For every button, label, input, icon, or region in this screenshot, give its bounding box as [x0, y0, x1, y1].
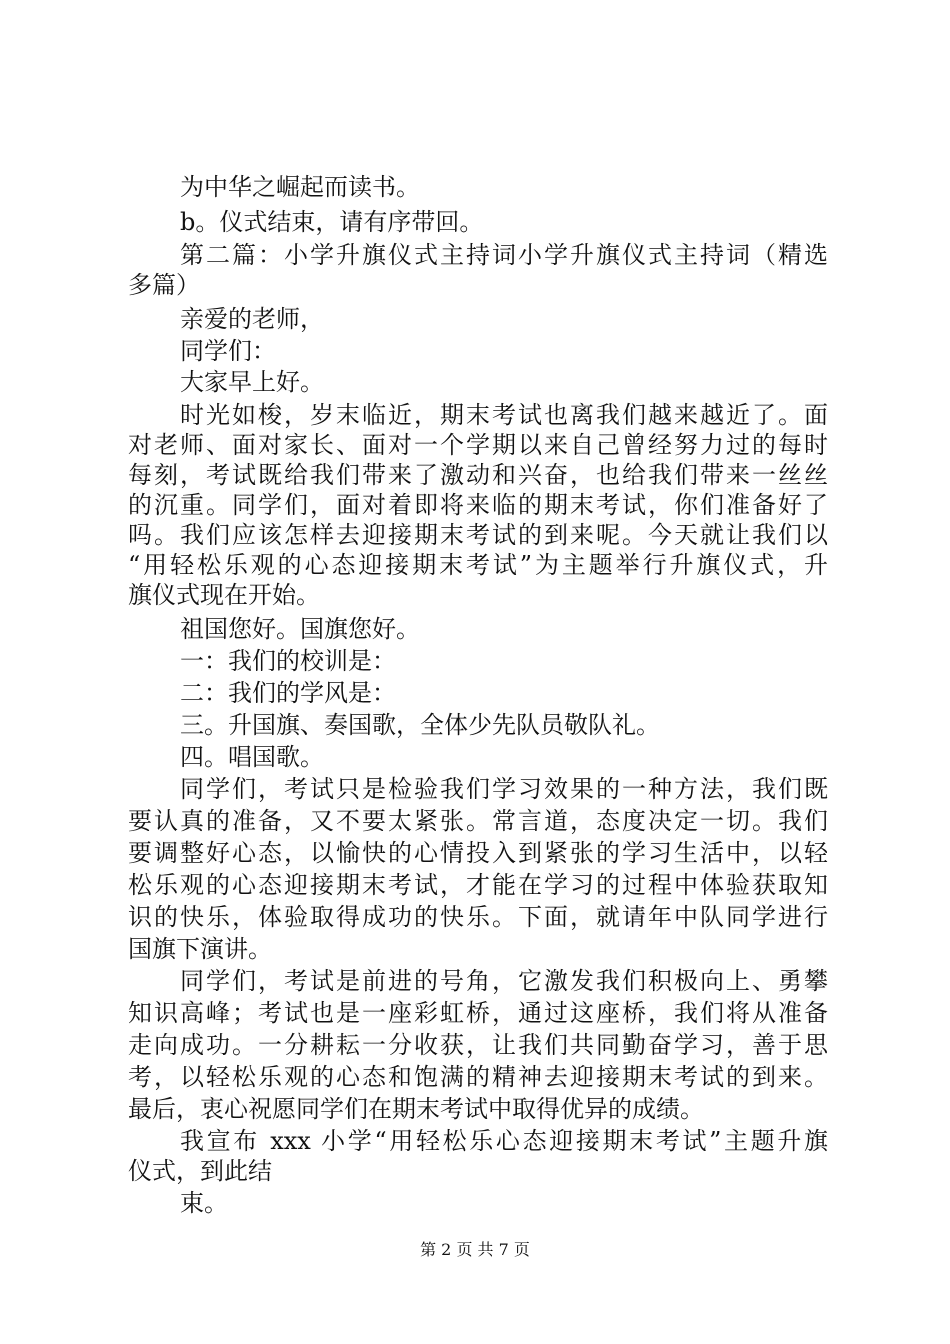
text-line: 一：我们的校训是：	[180, 647, 396, 675]
text-line: 对老师、面对家长、面对一个学期以来自己曾经努力过的每时	[128, 431, 828, 459]
text-line: “用轻松乐观的心态迎接期末考试”为主题举行升旗仪式，升	[128, 551, 828, 579]
text-line: 四。唱国歌。	[180, 743, 324, 771]
text-line: 国旗下演讲。	[128, 935, 272, 963]
text-line: 吗。我们应该怎样去迎接期末考试的到来呢。今天就让我们以	[128, 521, 828, 549]
text-line: 松乐观的心态迎接期末考试，才能在学习的过程中体验获取知	[128, 871, 828, 899]
text-line: 旗仪式现在开始。	[128, 581, 320, 609]
page-number-footer: 第 2 页 共 7 页	[420, 1240, 530, 1259]
text-line: 多篇）	[128, 271, 200, 299]
text-line: 祖国您好。国旗您好。	[180, 615, 420, 643]
text-line: 每刻，考试既给我们带来了激动和兴奋，也给我们带来一丝丝	[128, 461, 828, 489]
text-line: 束。	[180, 1189, 228, 1217]
text-line: 同学们，考试只是检验我们学习效果的一种方法，我们既	[180, 775, 828, 803]
text-line: 大家早上好。	[180, 368, 324, 396]
text-line: 时光如梭，岁末临近，期末考试也离我们越来越近了。面	[180, 401, 828, 429]
text-line: 识的快乐，体验取得成功的快乐。下面，就请年中队同学进行	[128, 903, 828, 931]
text-line: 要认真的准备，又不要太紧张。常言道，态度决定一切。我们	[128, 807, 828, 835]
text-line: 第二篇：小学升旗仪式主持词小学升旗仪式主持词（精选	[180, 241, 828, 269]
text-line: 二：我们的学风是：	[180, 679, 396, 707]
text-line: 仪式，到此结	[128, 1157, 272, 1185]
text-line: 的沉重。同学们，面对着即将来临的期末考试，你们准备好了	[128, 491, 828, 519]
text-line: 同学们：	[180, 337, 276, 365]
text-line: 知识高峰；考试也是一座彩虹桥，通过这座桥，我们将从准备	[128, 999, 828, 1027]
text-line: b。仪式结束，请有序带回。	[180, 208, 484, 236]
text-line: 为中华之崛起而读书。	[180, 173, 420, 201]
text-line: 走向成功。一分耕耘一分收获，让我们共同勤奋学习，善于思	[128, 1031, 828, 1059]
text-line: 同学们，考试是前进的号角，它激发我们积极向上、勇攀	[180, 967, 828, 995]
text-line: 考，以轻松乐观的心态和饱满的精神去迎接期末考试的到来。	[128, 1063, 828, 1091]
text-line: 亲爱的老师，	[180, 305, 324, 333]
text-line: 最后，衷心祝愿同学们在期末考试中取得优异的成绩。	[128, 1095, 704, 1123]
text-line: 要调整好心态，以愉快的心情投入到紧张的学习生活中，以轻	[128, 839, 828, 867]
text-line: 我宣布 xxx 小学“用轻松乐心态迎接期末考试”主题升旗	[180, 1127, 828, 1155]
text-line: 三。升国旗、奏国歌，全体少先队员敬队礼。	[180, 711, 660, 739]
